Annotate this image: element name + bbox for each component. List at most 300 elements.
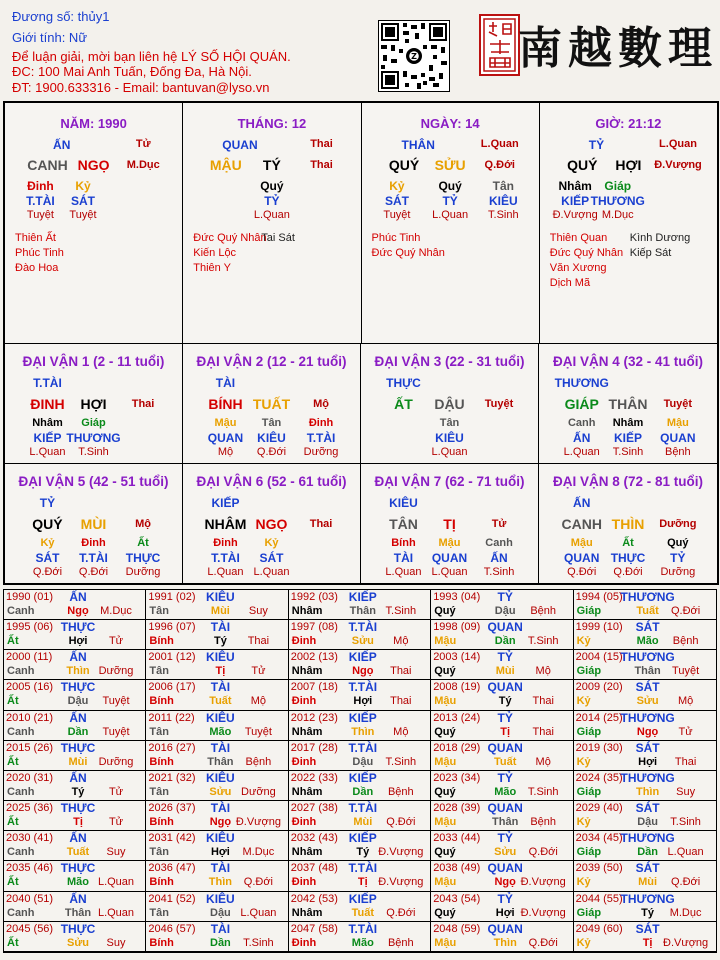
year-can: Ất <box>7 816 19 829</box>
year-state: Q.Đới <box>243 876 273 889</box>
year-state: T.Sinh <box>385 605 417 617</box>
dai-van-chi: THÂN <box>608 396 648 412</box>
year-state: Bệnh <box>530 605 557 617</box>
year-label: 2038 (49) <box>433 862 481 875</box>
year-chi: Thìn <box>493 936 517 949</box>
hidden-state: Tuyệt <box>383 209 411 221</box>
hidden-can: Canh <box>567 417 596 429</box>
year-label: 2016 (27) <box>148 741 196 754</box>
hidden-can: Quý <box>260 179 284 193</box>
dai-van-can: NHÂM <box>204 516 247 532</box>
hidden-thap-than: KIẾP <box>561 194 590 208</box>
dai-van-thap-than: KIẾP <box>211 496 240 510</box>
year-label: 2014 (25) <box>575 711 623 724</box>
year-state: Suy <box>106 936 126 949</box>
year-can: Mậu <box>434 635 457 648</box>
star-item: Thiên Ất <box>15 232 56 244</box>
year-cell <box>146 771 288 801</box>
star-item: Thiên Y <box>193 262 231 274</box>
hidden-can: Ất <box>137 537 149 549</box>
year-thap-than: TÀI <box>210 861 231 876</box>
year-thap-than: T.TÀI <box>348 861 378 876</box>
year-chi: Mão <box>636 635 659 648</box>
hidden-state: Q.Đới <box>567 566 597 578</box>
year-can: Quý <box>434 785 456 798</box>
year-can: Quý <box>434 665 456 678</box>
year-state: Q.Đới <box>528 936 558 949</box>
year-can: Giáp <box>576 906 602 919</box>
hidden-can: Đinh <box>213 537 238 549</box>
year-can: Quý <box>434 605 456 617</box>
hidden-state: Dưỡng <box>125 566 161 578</box>
dai-van-thap-than: THỰC <box>386 376 421 390</box>
year-label: 2019 (30) <box>575 741 623 754</box>
year-can: Mậu <box>434 755 457 768</box>
year-cell <box>289 861 431 891</box>
four-pillars-row <box>5 103 717 343</box>
hidden-can: Canh <box>485 537 513 549</box>
year-cell <box>4 922 146 952</box>
year-cell <box>431 831 573 861</box>
year-thap-than: TÀI <box>210 680 231 695</box>
dai-van-chi: DẬU <box>434 396 465 412</box>
year-can: Canh <box>7 665 35 678</box>
header-line-4: ĐC: 100 Mai Anh Tuấn, Đống Đa, Hà Nội. <box>12 64 252 79</box>
hidden-thap-than: TÀI <box>393 551 414 565</box>
year-cell <box>146 741 288 771</box>
year-label: 1996 (07) <box>148 621 196 634</box>
pillar-can: CANH <box>27 157 68 173</box>
year-thap-than: ẤN <box>69 590 87 604</box>
year-chi: Dần <box>637 846 658 859</box>
year-chi: Mùi <box>353 816 373 829</box>
year-label: 2041 (52) <box>148 892 196 905</box>
year-can: Nhâm <box>291 725 323 738</box>
year-state: Thai <box>532 695 554 708</box>
year-thap-than: THỰC <box>60 801 96 816</box>
year-state: Dưỡng <box>98 755 134 768</box>
year-cell <box>146 801 288 831</box>
year-can: Nhâm <box>291 846 323 859</box>
header <box>0 0 720 100</box>
hidden-state: T.Sinh <box>612 446 644 458</box>
year-cell <box>4 680 146 710</box>
hidden-state: Đ.Vượng <box>552 209 598 221</box>
pillar-chi: TÝ <box>262 157 281 173</box>
pillar-top-state: L.Quan <box>480 138 519 150</box>
year-thap-than: THƯƠNG <box>620 650 675 665</box>
year-state: Bệnh <box>530 816 557 829</box>
year-thap-than: QUAN <box>487 680 523 695</box>
year-chi: Tý <box>356 846 370 859</box>
hidden-thap-than: QUAN <box>564 551 600 565</box>
year-state: Đ.Vượng <box>235 816 281 829</box>
hidden-state: Tuyệt <box>26 209 54 221</box>
year-thap-than: THƯƠNG <box>620 891 675 906</box>
year-label: 2036 (47) <box>148 862 196 875</box>
hidden-state: M.Dục <box>601 209 634 221</box>
year-thap-than: SÁT <box>635 921 660 936</box>
dai-van-thap-than: T.TÀI <box>33 376 62 390</box>
year-label: 2039 (50) <box>575 862 623 875</box>
dai-van-thap-than: KIÊU <box>389 496 418 510</box>
hidden-can: Bính <box>391 537 416 549</box>
year-thap-than: QUAN <box>487 801 523 816</box>
year-cell <box>146 620 288 650</box>
year-label: 2006 (17) <box>148 681 196 694</box>
year-label: 2021 (32) <box>148 771 196 784</box>
hidden-can: Nhâm <box>32 417 63 429</box>
qr-code <box>378 20 450 92</box>
year-can: Kỷ <box>576 635 591 648</box>
year-label: 2029 (40) <box>575 802 623 815</box>
year-chi: Mùi <box>638 876 658 889</box>
year-can: Đinh <box>291 876 317 889</box>
dai-van-title: ĐẠI VẬN 3 (22 - 31 tuổi) <box>374 354 525 369</box>
dai-van-chi: TUẤT <box>252 396 291 412</box>
year-cell <box>574 831 716 861</box>
year-cell <box>431 741 573 771</box>
year-can: Giáp <box>576 665 602 678</box>
dai-van-thap-than: THƯƠNG <box>554 376 609 390</box>
header-line-3: Để luận giải, mời bạn liên hệ LÝ SỐ HỘI QUÁN. <box>12 49 291 64</box>
year-cell <box>431 620 573 650</box>
pillar-column <box>362 103 540 343</box>
year-state: Đ.Vượng <box>520 906 566 919</box>
hidden-can: Kỷ <box>264 537 279 549</box>
dai-van-thap-than: TỶ <box>39 496 56 510</box>
year-state: Đ.Vượng <box>663 936 709 949</box>
hidden-state: Mộ <box>217 446 234 458</box>
year-label: 2037 (48) <box>290 862 338 875</box>
hidden-can: Kỷ <box>75 179 91 193</box>
year-label: 2048 (59) <box>433 922 481 935</box>
year-chi: Dần <box>67 725 89 738</box>
year-cell <box>574 801 716 831</box>
hidden-state: Bệnh <box>664 446 691 458</box>
year-state: Đ.Vượng <box>378 876 424 889</box>
year-chi: Thân <box>634 665 661 678</box>
year-cell <box>146 650 288 680</box>
year-label: 2024 (35) <box>575 771 623 784</box>
year-label: 2005 (16) <box>6 681 54 694</box>
dai-van-can: ĐINH <box>30 396 65 412</box>
year-chi: Tý <box>641 906 655 919</box>
hidden-state: Dưỡng <box>303 446 339 458</box>
hidden-can: Đinh <box>308 417 334 429</box>
hidden-state: Q.Đới <box>32 566 63 578</box>
dai-van-can: CANH <box>561 516 602 532</box>
year-can: Giáp <box>576 725 602 738</box>
hidden-can: Giáp <box>81 417 106 429</box>
year-chi: Thìn <box>66 665 90 678</box>
year-chi: Tuất <box>209 695 232 708</box>
hidden-can: Nhâm <box>558 179 592 193</box>
hidden-state: Q.Đới <box>78 566 109 578</box>
year-chi: Mão <box>209 725 232 738</box>
year-can: Bính <box>149 635 174 648</box>
hidden-thap-than: THƯƠNG <box>590 194 645 208</box>
hidden-can: Quý <box>667 537 689 549</box>
year-chi: Tị <box>357 876 368 889</box>
year-can: Đinh <box>291 936 317 949</box>
year-can: Kỷ <box>576 695 591 708</box>
dai-van-can: QUÝ <box>32 516 63 532</box>
year-state: M.Dục <box>100 605 132 617</box>
year-thap-than: TỶ <box>497 891 513 906</box>
year-chi: Tuất <box>493 755 517 768</box>
year-state: Mộ <box>250 695 267 708</box>
year-can: Tân <box>149 725 169 738</box>
hidden-can: Giáp <box>604 179 632 193</box>
year-cell <box>431 861 573 891</box>
hidden-can: Mậu <box>214 417 237 429</box>
year-cell <box>4 711 146 741</box>
hidden-can: Quý <box>438 179 462 193</box>
pillar-chi-state: Thai <box>310 159 333 171</box>
hidden-state: T.Sinh <box>483 566 515 578</box>
hidden-can: Đinh <box>81 537 106 549</box>
hidden-can: Kỷ <box>40 537 55 549</box>
pillar-chi-state: Đ.Vượng <box>654 159 702 171</box>
year-cell <box>4 650 146 680</box>
year-cell <box>4 861 146 891</box>
year-label: 2009 (20) <box>575 681 623 694</box>
year-cell <box>289 711 431 741</box>
year-can: Tân <box>149 665 169 678</box>
year-thap-than: QUAN <box>487 740 523 755</box>
year-chi: Dần <box>352 785 374 798</box>
year-thap-than: TỶ <box>497 590 513 604</box>
year-label: 2007 (18) <box>290 681 338 694</box>
year-cell <box>574 590 716 620</box>
year-can: Bính <box>149 816 174 829</box>
year-cell <box>146 711 288 741</box>
dai-van-state: Tuyệt <box>663 398 693 410</box>
year-can: Nhâm <box>291 785 323 798</box>
brand-logo-text: 南越數理 <box>518 23 718 74</box>
hidden-thap-than: KIÊU <box>488 194 518 208</box>
dai-van-title: ĐẠI VẬN 1 (2 - 11 tuổi) <box>22 354 165 369</box>
year-label: 2003 (14) <box>433 651 481 664</box>
year-cell <box>574 922 716 952</box>
dai-van-state: Mộ <box>135 518 151 530</box>
year-can: Nhâm <box>291 665 323 678</box>
year-cell <box>431 680 573 710</box>
pillar-thap-than: THÂN <box>401 138 435 152</box>
year-thap-than: KIẾP <box>348 891 377 906</box>
year-chi: Dậu <box>67 695 89 708</box>
year-state: L.Quan <box>97 876 135 889</box>
year-thap-than: THƯƠNG <box>620 710 675 725</box>
year-state: Tử <box>678 725 693 738</box>
year-cell <box>289 892 431 922</box>
year-state: Tử <box>108 816 124 829</box>
year-thap-than: SÁT <box>635 801 660 816</box>
year-cell <box>289 620 431 650</box>
year-state: Tuyệt <box>672 665 700 678</box>
year-label: 2049 (60) <box>575 922 623 935</box>
year-state: L.Quan <box>240 906 277 919</box>
star-item: Phúc Tinh <box>15 247 64 259</box>
year-can: Canh <box>7 785 35 798</box>
pillar-title: NGÀY: 14 <box>420 116 480 131</box>
year-label: 2040 (51) <box>6 892 54 905</box>
hidden-can: Ất <box>622 537 634 549</box>
year-chi: Dậu <box>210 906 231 919</box>
hidden-thap-than: KIẾP <box>33 431 62 445</box>
year-label: 2030 (41) <box>6 832 54 845</box>
year-cell <box>431 650 573 680</box>
dai-van-cell <box>361 344 539 464</box>
year-cell <box>574 771 716 801</box>
year-label: 2002 (13) <box>290 651 338 664</box>
dai-van-thap-than: ẤN <box>573 496 591 510</box>
hidden-can: Kỷ <box>389 179 405 193</box>
year-state: Q.Đới <box>386 906 416 919</box>
year-can: Nhâm <box>291 605 323 617</box>
year-can: Bính <box>149 876 174 889</box>
year-label: 2047 (58) <box>290 922 338 935</box>
year-chi: Tý <box>498 695 512 708</box>
year-state: Thai <box>390 665 412 678</box>
year-can: Canh <box>7 725 35 738</box>
year-thap-than: TÀI <box>210 801 231 816</box>
year-cell <box>574 680 716 710</box>
year-label: 2026 (37) <box>148 802 196 815</box>
pillar-thap-than: TỶ <box>588 138 605 152</box>
year-can: Quý <box>434 725 456 738</box>
dai-van-can: BÍNH <box>208 396 243 412</box>
hidden-state: L.Quan <box>29 446 66 458</box>
year-state: Thai <box>674 755 697 768</box>
svg-text:Z: Z <box>411 52 417 61</box>
year-thap-than: THỰC <box>60 861 96 876</box>
year-can: Ất <box>7 876 19 889</box>
dai-van-state: Mộ <box>313 398 329 410</box>
dai-van-title: ĐẠI VẬN 5 (42 - 51 tuổi) <box>18 474 169 489</box>
hidden-thap-than: SÁT <box>35 551 60 565</box>
year-thap-than: TỶ <box>497 650 513 665</box>
hidden-state: Tuyệt <box>69 209 97 221</box>
year-can: Canh <box>7 906 35 919</box>
pillar-chi-state: M.Dục <box>126 159 160 171</box>
hidden-can: Mậu <box>438 537 461 549</box>
hidden-thap-than: SÁT <box>384 194 409 208</box>
year-state: Thai <box>532 725 554 738</box>
star-item-secondary: Tai Sát <box>261 232 295 244</box>
dai-van-state: Thai <box>309 518 333 530</box>
year-cell <box>146 680 288 710</box>
year-state: Suy <box>106 846 126 859</box>
year-label: 2011 (22) <box>148 711 195 724</box>
year-chi: Mùi <box>68 755 88 768</box>
dai-van-can: TÂN <box>389 516 418 532</box>
hidden-state: Dưỡng <box>660 566 696 578</box>
year-cell <box>574 650 716 680</box>
year-chi: Ngọ <box>67 605 89 617</box>
year-can: Bính <box>149 755 174 768</box>
dai-van-state: Thai <box>131 398 155 410</box>
hidden-thap-than: KIÊU <box>435 431 464 445</box>
year-chi: Ngọ <box>636 725 659 738</box>
year-chi: Hợi <box>495 906 515 919</box>
year-label: 2032 (43) <box>290 832 338 845</box>
year-thap-than: SÁT <box>635 620 660 635</box>
year-chi: Sửu <box>636 695 659 708</box>
year-cell <box>431 801 573 831</box>
year-state: T.Sinh <box>385 755 417 768</box>
year-thap-than: TỶ <box>497 710 513 725</box>
hidden-state: L.Quan <box>431 566 468 578</box>
year-thap-than: KIÊU <box>206 650 235 665</box>
year-thap-than: T.TÀI <box>348 801 378 816</box>
year-label: 2028 (39) <box>433 802 481 815</box>
year-chi: Thìn <box>351 725 375 738</box>
year-cell <box>4 892 146 922</box>
year-cell <box>146 831 288 861</box>
year-thap-than: SÁT <box>635 861 660 876</box>
hidden-state: L.Quan <box>253 209 290 221</box>
dai-van-state: Tuyệt <box>484 398 514 410</box>
hidden-can: Tân <box>439 417 460 429</box>
dai-van-chi: HỢI <box>80 396 107 412</box>
year-thap-than: THỰC <box>60 620 96 635</box>
year-label: 2015 (26) <box>6 741 54 754</box>
star-item: Đào Hoa <box>15 262 59 274</box>
dai-van-can: ẤT <box>394 396 413 412</box>
star-item: Đức Quý Nhân <box>371 247 445 259</box>
year-thap-than: T.TÀI <box>348 921 378 936</box>
year-cell <box>4 741 146 771</box>
year-can: Tân <box>149 605 169 617</box>
year-can: Giáp <box>576 605 602 617</box>
year-chi: Hợi <box>638 755 658 768</box>
hidden-thap-than: KIÊU <box>257 431 286 445</box>
year-state: Mộ <box>393 635 409 648</box>
year-can: Tân <box>149 846 169 859</box>
year-thap-than: THƯƠNG <box>620 590 675 604</box>
year-cell <box>4 801 146 831</box>
year-chi: Tuất <box>636 605 659 617</box>
star-item: Thiên Quan <box>549 232 608 244</box>
pillar-chi: SỬU <box>434 157 466 173</box>
hidden-state: T.Sinh <box>488 209 519 221</box>
year-thap-than: KIÊU <box>206 770 235 785</box>
hidden-thap-than: THỰC <box>125 551 161 565</box>
annual-luck-grid <box>3 589 717 953</box>
pillar-can: MẬU <box>209 157 242 173</box>
pillar-can: QUÝ <box>388 157 420 173</box>
year-can: Giáp <box>576 785 602 798</box>
year-chi: Dậu <box>637 816 658 829</box>
year-cell <box>574 861 716 891</box>
year-thap-than: KIÊU <box>206 590 235 604</box>
year-state: Mộ <box>677 695 694 708</box>
year-state: Suy <box>248 605 268 617</box>
year-state: Tuyệt <box>244 725 272 738</box>
year-thap-than: THƯƠNG <box>620 831 675 846</box>
header-line-1: Đương số: thủy1 <box>12 9 110 24</box>
seal-stamp <box>479 14 520 76</box>
year-thap-than: TÀI <box>210 921 231 936</box>
year-thap-than: KIẾP <box>348 590 377 604</box>
dai-van-state: Tử <box>491 518 507 530</box>
year-chi: Thìn <box>208 876 232 889</box>
year-label: 2033 (44) <box>433 832 481 845</box>
year-thap-than: KIÊU <box>206 891 235 906</box>
year-can: Bính <box>149 695 174 708</box>
